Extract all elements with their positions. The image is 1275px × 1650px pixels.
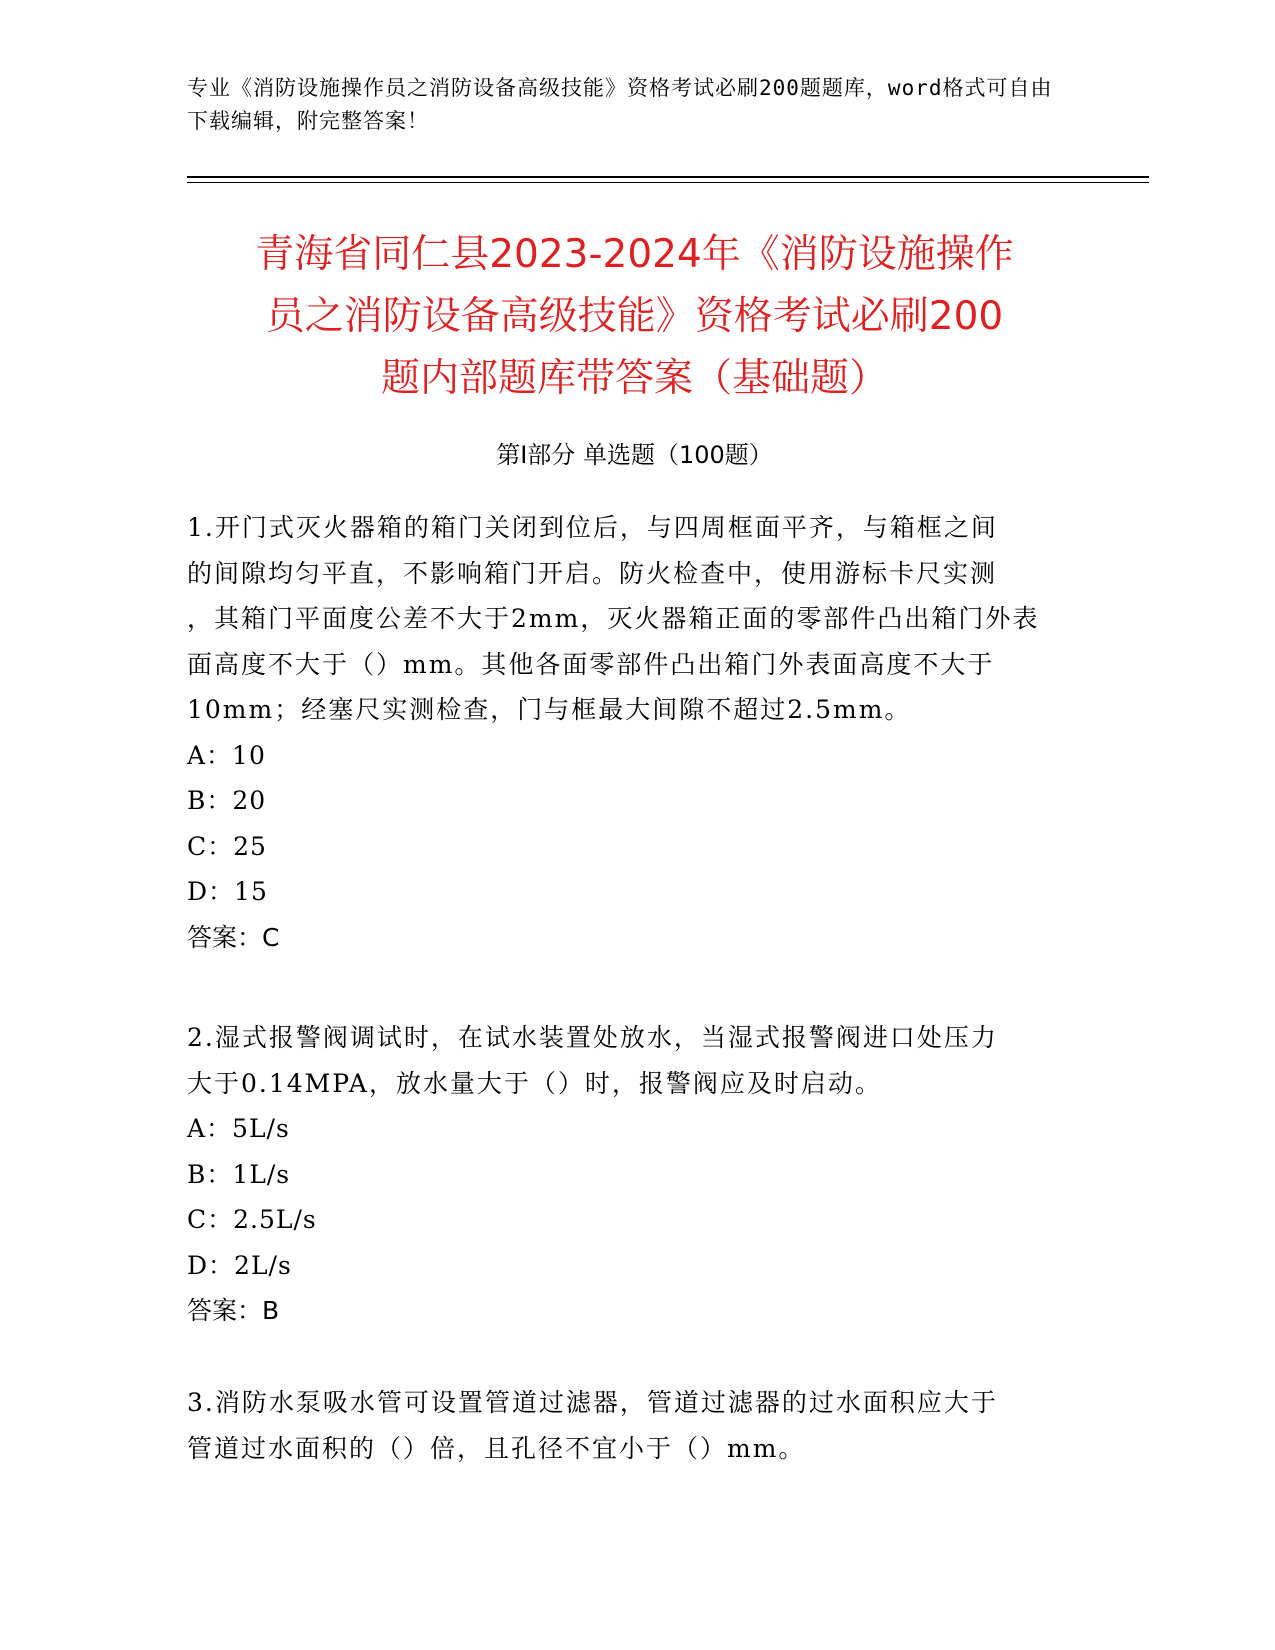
- question-1: [187, 505, 1087, 960]
- question-text-line: 3.消防水泵吸水管可设置管道过滤器，管道过滤器的过水面积应大于: [187, 1388, 998, 1417]
- question-text-line: 管道过水面积的（）倍，且孔径不宜小于（）mm。: [187, 1433, 806, 1463]
- question-text-line: 2.湿式报警阀调试时，在试水装置处放水，当湿式报警阀进口处压力: [187, 1023, 998, 1052]
- option-c: C：2.5L/s: [187, 1205, 317, 1234]
- header-divider-thin: [187, 182, 1149, 183]
- document-title: [187, 224, 1082, 410]
- option-a: A：5L/s: [187, 1114, 290, 1143]
- option-d: D：15: [187, 877, 268, 906]
- answer: 答案：C: [187, 922, 280, 952]
- header-divider-thick: [187, 176, 1149, 178]
- answer: 答案：B: [187, 1296, 280, 1325]
- option-d: D：2L/s: [187, 1250, 292, 1280]
- question-text-line: 1.开门式灭火器箱的箱门关闭到位后，与四周框面平齐，与箱框之间: [187, 513, 998, 542]
- option-c: C：25: [187, 831, 267, 861]
- section-title: 第Ⅰ部分 单选题（100题）: [496, 441, 773, 469]
- option-b: B：1L/s: [187, 1159, 291, 1189]
- question-text-line: 10mm；经塞尺实测检查，门与框最大间隙不超过2.5mm。: [187, 695, 912, 724]
- question-text-line: 大于0.14MPA，放水量大于（）时，报警阀应及时启动。: [187, 1068, 882, 1098]
- question-text-line: 面高度不大于（）mm。其他各面零部件凸出箱门外表面高度不大于: [187, 649, 995, 679]
- question-3: [187, 1380, 1087, 1471]
- title-line: 员之消防设备高级技能》资格考试必刷200: [265, 294, 1004, 339]
- title-line: 题内部题库带答案（基础题）: [380, 356, 888, 401]
- title-line: 青海省同仁县2023-2024年《消防设施操作: [255, 232, 1014, 277]
- question-text-line: 的间隙均匀平直，不影响箱门开启。防火检查中，使用游标卡尺实测: [187, 558, 998, 588]
- question-2: [187, 1015, 1087, 1334]
- header-note: 专业《消防设施操作员之消防设备高级技能》资格考试必刷200题题库，word格式可自由下载编辑，附完整答案！: [187, 76, 1053, 133]
- option-b: B：20: [187, 786, 267, 815]
- option-a: A：10: [187, 740, 266, 770]
- question-text-line: ，其箱门平面度公差不大于2mm，灭火器箱正面的零部件凸出箱门外表: [187, 604, 1040, 633]
